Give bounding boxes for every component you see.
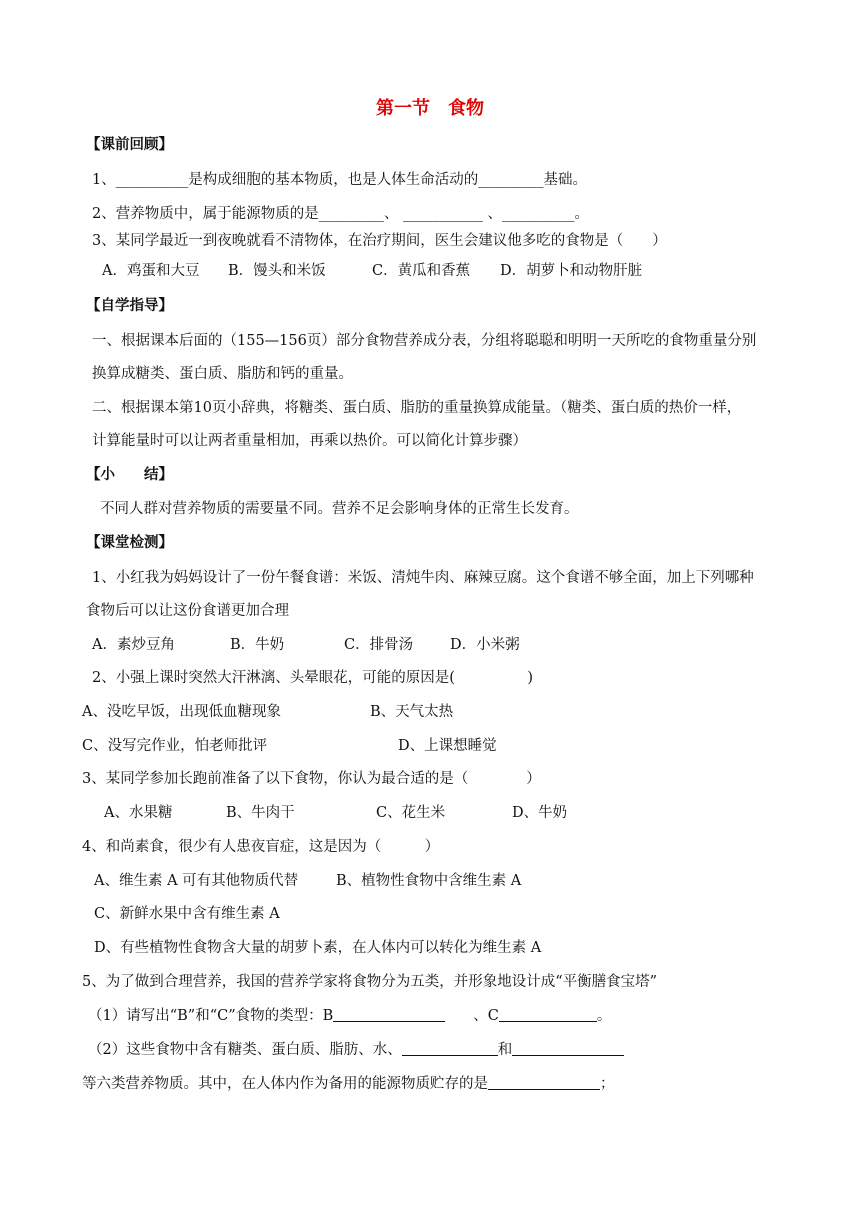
self-study-item-1-line-2: 换算成糖类、蛋白质、脂肪和钙的重量。 [92,366,353,382]
test-q4-option-c: C、新鲜水果中含有维生素 A [94,906,280,922]
test-question-3: 3、某同学参加长跑前准备了以下食物，你认为最合适的是（ ） [82,771,541,787]
review-q3-option-b: B．馒头和米饭 [228,263,326,279]
q5-part-1-end: 。 [596,1008,612,1024]
test-q5-part-2 [88,1041,624,1059]
answer-blank-b[interactable] [333,1007,445,1022]
review-question-3: 3、某同学最近一到夜晚就看不清物体，在治疗期间，医生会建议他多吃的食物是（ ） [92,233,667,249]
test-question-1-line-1: 1、小红我为妈妈设计了一份午餐食谱：米饭、清炖牛肉、麻辣豆腐。这个食谱不够全面，加上下列哪种 [92,570,754,586]
test-q2-option-b: B、天气太热 [370,704,454,720]
test-question-2: 2、小强上课时突然大汗淋漓、头晕眼花，可能的原因是( ) [92,670,534,686]
page-title: 第一节 食物 [376,98,484,119]
answer-blank-reserve-energy[interactable] [488,1075,600,1090]
test-q3-option-c: C、花生米 [376,805,446,821]
q5-part-1-middle: 、C [473,1008,499,1024]
test-q4-option-a: A、维生素 A 可有其他物质代替 [94,873,299,889]
q5-part-3-prefix: 等六类营养物质。其中，在人体内作为备用的能源物质贮存的是 [82,1076,488,1092]
review-q3-option-c: C．黄瓜和香蕉 [372,263,471,279]
answer-blank-nutrient-2[interactable] [512,1041,624,1056]
test-q1-option-b: B．牛奶 [230,637,285,653]
self-study-item-1-line-1: 一、根据课本后面的（155—156页）部分食物营养成分表，分组将聪聪和明明一天所吃的食物重量分别 [92,333,757,349]
q5-part-2-middle: 和 [497,1042,513,1058]
test-q1-option-a: A．素炒豆角 [92,637,175,653]
test-q2-option-c: C、没写完作业，怕老师批评 [82,738,268,754]
review-question-2: 2、营养物质中，属于能源物质的是_________、 ___________ 、__________。 [92,206,589,222]
test-question-5: 5、为了做到合理营养，我国的营养学家将食物分为五类，并形象地设计成“平衡膳食宝塔” [82,974,658,990]
test-q3-option-b: B、牛肉干 [226,805,295,821]
test-q3-option-d: D、牛奶 [512,805,568,821]
test-q2-option-d: D、上课想睡觉 [398,738,497,754]
test-q2-option-a: A、没吃早饭，出现低血糖现象 [82,704,281,720]
test-q5-part-1 [88,1007,611,1025]
q5-part-3-end: ； [600,1076,615,1092]
test-q3-option-a: A、水果糖 [104,805,173,821]
section-heading-self-study: 【自学指导】 [86,298,173,314]
summary-text: 不同人群对营养物质的需要量不同。营养不足会影响身体的正常生长发育。 [100,501,579,517]
test-q1-option-d: D．小米粥 [450,637,520,653]
self-study-item-2-line-2: 计算能量时可以让两者重量相加，再乘以热价。可以简化计算步骤） [92,433,527,449]
test-q1-option-c: C．排骨汤 [344,637,414,653]
answer-blank-c[interactable] [499,1007,597,1022]
q5-part-2-prefix: （2）这些食物中含有糖类、蛋白质、脂肪、水、 [88,1042,402,1058]
answer-blank-nutrient-1[interactable] [402,1041,498,1056]
test-q4-option-d: D、有些植物性食物含大量的胡萝卜素，在人体内可以转化为维生素 A [94,940,542,956]
section-heading-class-test: 【课堂检测】 [86,535,173,551]
test-question-4: 4、和尚素食，很少有人患夜盲症，这是因为（ ） [82,839,440,855]
review-q3-option-d: D．胡萝卜和动物肝脏 [500,263,643,279]
section-heading-summary: 【小 结】 [86,467,173,483]
test-question-1-line-2: 食物后可以让这份食谱更加合理 [86,603,289,619]
review-q3-option-a: A．鸡蛋和大豆 [102,263,200,279]
q5-part-1-prefix: （1）请写出“B”和“C”食物的类型：B [88,1008,334,1024]
test-q4-option-b: B、植物性食物中含维生素 A [336,873,522,889]
review-question-1: 1、__________是构成细胞的基本物质，也是人体生命活动的_________基础。 [92,172,587,188]
self-study-item-2-line-1: 二、根据课本第10页小辞典，将糖类、蛋白质、脂肪的重量换算成能量。（糖类、蛋白质的热价一样， [92,400,742,416]
section-heading-review: 【课前回顾】 [86,137,173,153]
test-q5-part-3 [82,1075,615,1093]
